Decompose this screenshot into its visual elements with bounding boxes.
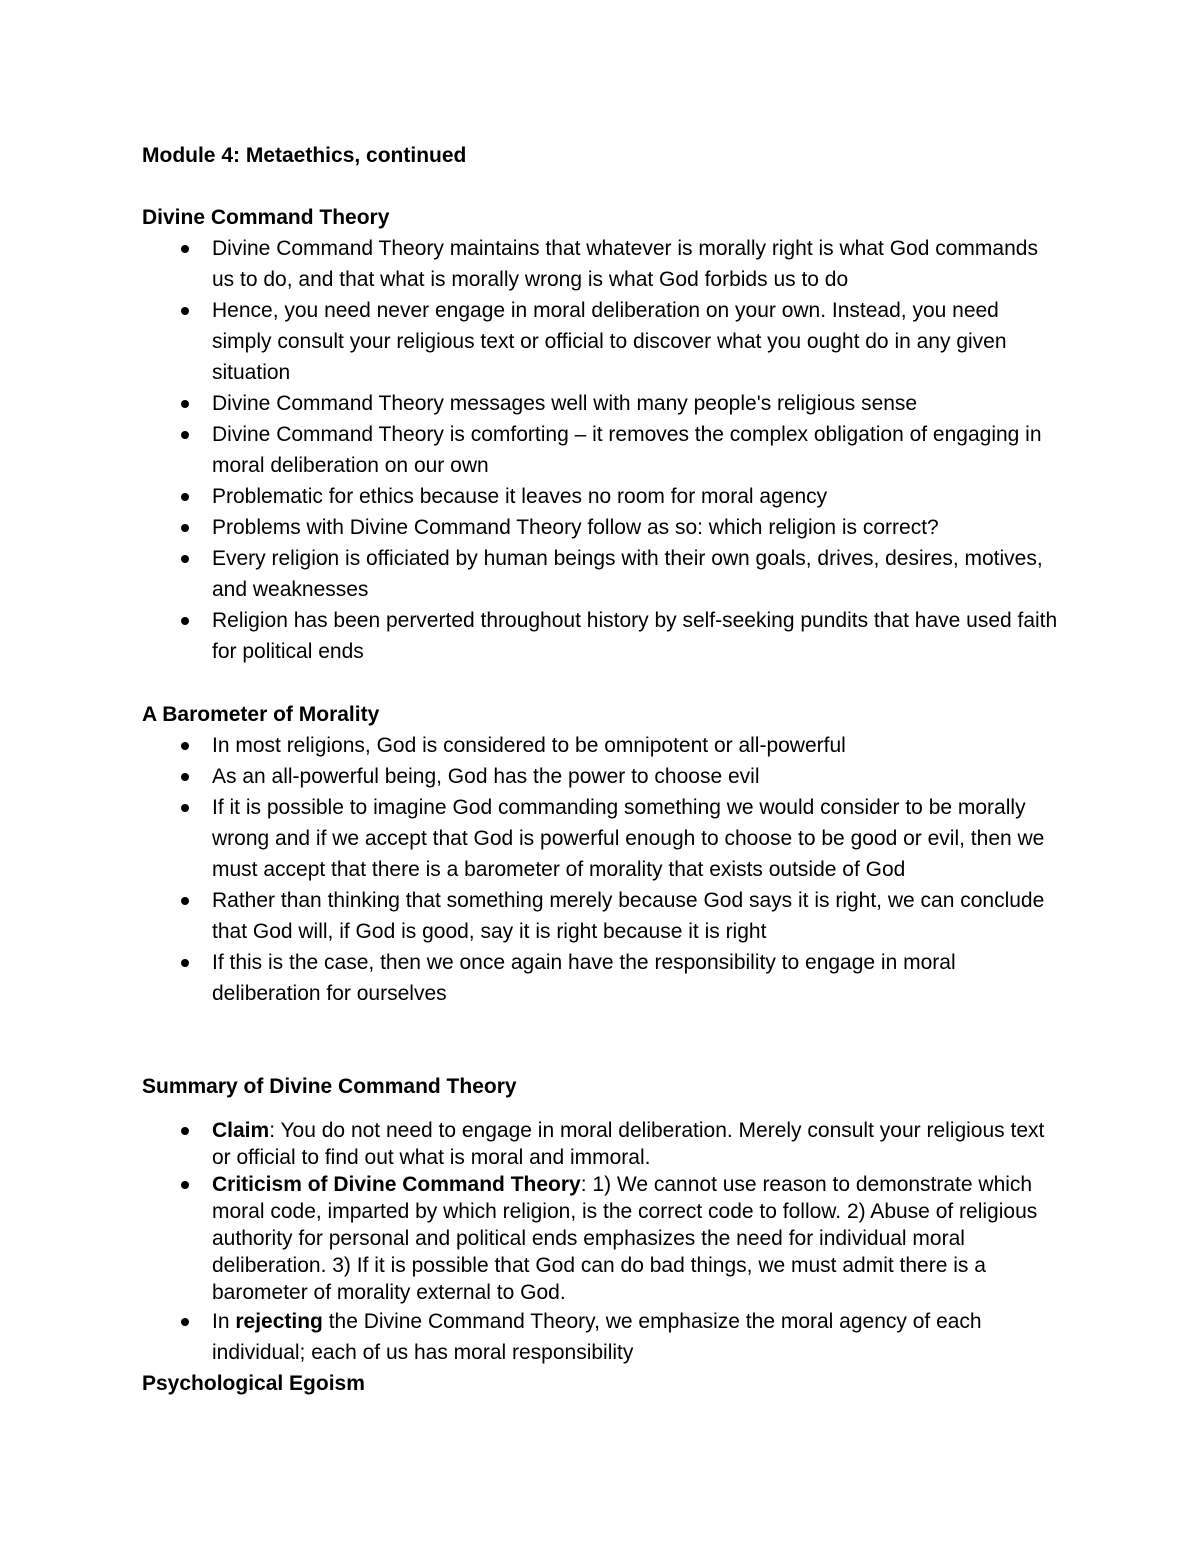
list-item: Every religion is officiated by human beings with their own goals, drives, desires, motives, and weaknesses [142, 543, 1062, 605]
list-item: Hence, you need never engage in moral deliberation on your own. Instead, you need simply consult your religious text or official to discover what you ought do in any given situation [142, 295, 1062, 388]
page-title: Module 4: Metaethics, continued [142, 144, 467, 167]
list-item: As an all-powerful being, God has the power to choose evil [142, 761, 1062, 792]
claim-text: : You do not need to engage in moral deliberation. Merely consult your religious text or official to find out what is moral and immoral. [212, 1119, 1045, 1169]
rejecting-text-before: In [212, 1310, 236, 1333]
term-claim: Claim [212, 1119, 270, 1142]
section-heading-divine-command-theory: Divine Command Theory [142, 206, 390, 229]
list-item: Problems with Divine Command Theory follow as so: which religion is correct? [142, 512, 1062, 543]
bullet-list-divine-command-theory [142, 233, 1062, 667]
list-item: If this is the case, then we once again have the responsibility to engage in moral deliberation for ourselves [142, 947, 1062, 1009]
list-item: Religion has been perverted throughout history by self-seeking pundits that have used faith for political ends [142, 605, 1062, 667]
list-item: Divine Command Theory is comforting – it removes the complex obligation of engaging in moral deliberation on our own [142, 419, 1062, 481]
list-item-rejecting [142, 1306, 1062, 1368]
list-item: If it is possible to imagine God commanding something we would consider to be morally wrong and if we accept that God is powerful enough to choose to be good or evil, then we must accept that there is a barometer of morality that exists outside of God [142, 792, 1062, 885]
bullet-list-barometer-of-morality [142, 730, 1062, 1009]
list-item-claim [142, 1117, 1062, 1171]
term-criticism: Criticism of Divine Command Theory [212, 1173, 581, 1196]
list-item: In most religions, God is considered to be omnipotent or all-powerful [142, 730, 1062, 761]
rejecting-text-after: the Divine Command Theory, we emphasize the moral agency of each individual; each of us has moral responsibility [212, 1310, 982, 1364]
list-item: Divine Command Theory maintains that whatever is morally right is what God commands us to do, and that what is morally wrong is what God forbids us to do [142, 233, 1062, 295]
list-item: Rather than thinking that something merely because God says it is right, we can conclude that God will, if God is good, say it is right because it is right [142, 885, 1062, 947]
section-heading-barometer-of-morality: A Barometer of Morality [142, 703, 380, 726]
bullet-list-summary [142, 1117, 1062, 1368]
list-item: Problematic for ethics because it leaves no room for moral agency [142, 481, 1062, 512]
term-rejecting: rejecting [235, 1310, 323, 1333]
criticism-text: : 1) We cannot use reason to demonstrate which moral code, imparted by which religion, is the correct code to follow. 2) Abuse of religious authority for personal and political ends emphasizes the need for individual moral deliberation. 3) If it is possible that God can do bad things, we must admit there is a barometer of morality external to God. [212, 1173, 1038, 1304]
section-heading-psychological-egoism: Psychological Egoism [142, 1372, 365, 1395]
list-item-criticism [142, 1171, 1062, 1306]
list-item: Divine Command Theory messages well with many people's religious sense [142, 388, 1062, 419]
section-heading-summary: Summary of Divine Command Theory [142, 1075, 517, 1098]
